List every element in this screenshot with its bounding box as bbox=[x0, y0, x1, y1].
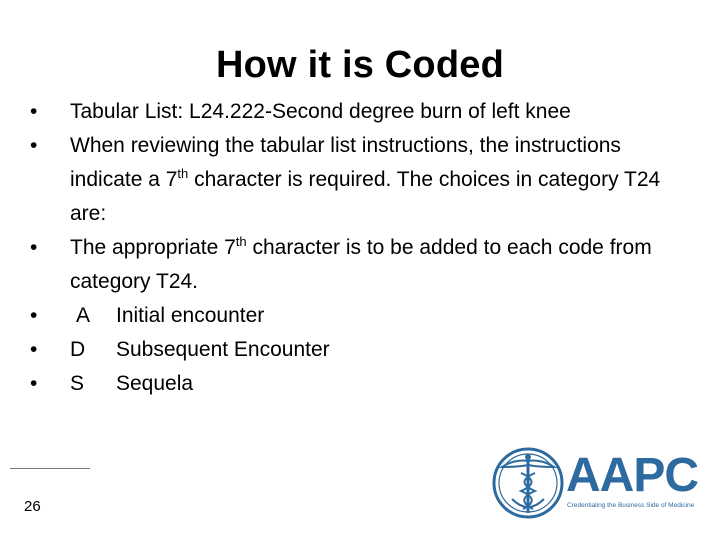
footer-divider bbox=[10, 468, 90, 469]
bullet-text: Tabular List: L24.222-Second degree burn of left knee bbox=[70, 100, 571, 123]
bullet-glyph: • bbox=[30, 304, 38, 327]
bullet-text: character is to be added to each code from category T24. bbox=[70, 236, 652, 293]
aapc-tagline: Credentialing the Business Side of Medicine bbox=[567, 502, 695, 509]
bullet-glyph: • bbox=[30, 236, 38, 259]
superscript: th bbox=[177, 166, 189, 181]
bullet-glyph: • bbox=[30, 372, 38, 395]
bullet-item bbox=[26, 95, 686, 129]
character-description: Sequela bbox=[116, 372, 194, 395]
bullet-glyph: • bbox=[30, 134, 38, 157]
bullet-list bbox=[26, 95, 686, 401]
aapc-logo-text: AAPC bbox=[566, 449, 699, 502]
bullet-glyph: • bbox=[30, 100, 38, 123]
character-code: D bbox=[70, 338, 86, 361]
character-code: A bbox=[76, 304, 91, 327]
bullet-item bbox=[26, 333, 686, 367]
bullet-text: The appropriate 7 bbox=[70, 236, 236, 259]
bullet-text: When reviewing the tabular list instructions, the instructions indicate a 7 bbox=[70, 134, 621, 191]
superscript: th bbox=[235, 234, 247, 249]
bullet-item bbox=[26, 129, 686, 231]
slide-title: How it is Coded bbox=[216, 44, 504, 86]
bullet-glyph: • bbox=[30, 338, 38, 361]
bullet-item bbox=[26, 299, 686, 333]
character-code: S bbox=[70, 372, 85, 395]
bullet-item bbox=[26, 367, 686, 401]
bullet-text: character is required. The choices in category T24 are: bbox=[70, 168, 661, 225]
bullet-item bbox=[26, 231, 686, 299]
character-description: Subsequent Encounter bbox=[116, 338, 330, 361]
page-number: 26 bbox=[24, 498, 41, 515]
character-description: Initial encounter bbox=[116, 304, 265, 327]
